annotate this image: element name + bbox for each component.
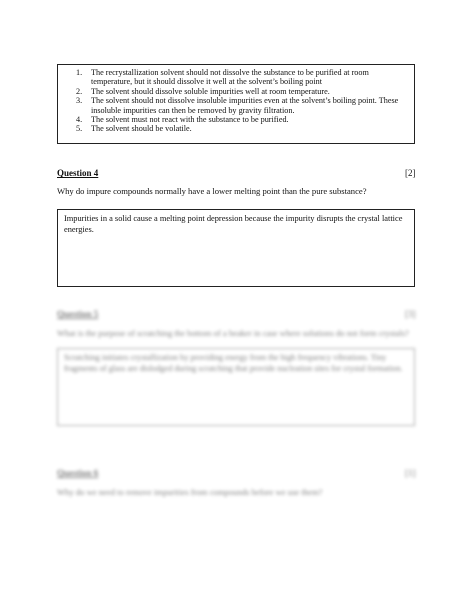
list-item-number: 4. (76, 115, 83, 125)
list-item-number: 3. (76, 96, 83, 106)
question-4-text: Why do impure compounds normally have a lower melting point than the pure substance? (57, 186, 367, 196)
question-5-heading: Question 5 (57, 309, 99, 319)
question-6-heading: Question 6 (57, 468, 99, 478)
question-5-marks: [3] (405, 309, 416, 319)
question-4-heading: Question 4 (57, 168, 99, 178)
list-item (64, 96, 408, 115)
question-6-text: Why do we need to remove impurities from compounds before we use them? (57, 487, 323, 497)
list-item-text: The solvent must not react with the substance to be purified. (91, 115, 289, 125)
solvent-criteria-list (64, 68, 408, 134)
question-5-text: What is the purpose of scratching the bottom of a beaker in case where solutions do not form crystals? (57, 328, 409, 338)
list-item-number: 1. (76, 68, 83, 77)
list-item (64, 87, 408, 96)
question-5-answer-box[interactable] (57, 348, 415, 426)
list-item-number: 5. (76, 124, 83, 134)
list-item-text: The recrystallization solvent should not dissolve the substance to be purified at room temperature, but it should dissolve it well at the solvent’s boiling point (91, 68, 369, 87)
list-item (64, 68, 408, 87)
question-5-answer: Scratching initiates crystallization by providing energy from the high frequency vibrations. Tiny fragments of glass are dislodged during scratching that provide nucleation sites for crystal formation. (64, 353, 403, 373)
list-item-text: The solvent should be volatile. (91, 124, 192, 134)
solvent-criteria-box (57, 64, 415, 144)
question-4-marks: [2] (405, 168, 416, 178)
list-item (64, 115, 408, 124)
list-item-text: The solvent should not dissolve insoluble impurities even at the solvent’s boiling point. These insoluble impurities can then be removed by gravity filtration. (91, 96, 399, 115)
question-4-answer: Impurities in a solid cause a melting point depression because the impurity disrupts the crystal lattice energies. (64, 214, 403, 234)
question-6-marks: [1] (405, 468, 416, 478)
list-item-text: The solvent should dissolve soluble impurities well at room temperature. (91, 86, 330, 96)
list-item (64, 124, 408, 133)
list-item-number: 2. (76, 86, 83, 96)
question-4-answer-box[interactable] (57, 209, 415, 287)
